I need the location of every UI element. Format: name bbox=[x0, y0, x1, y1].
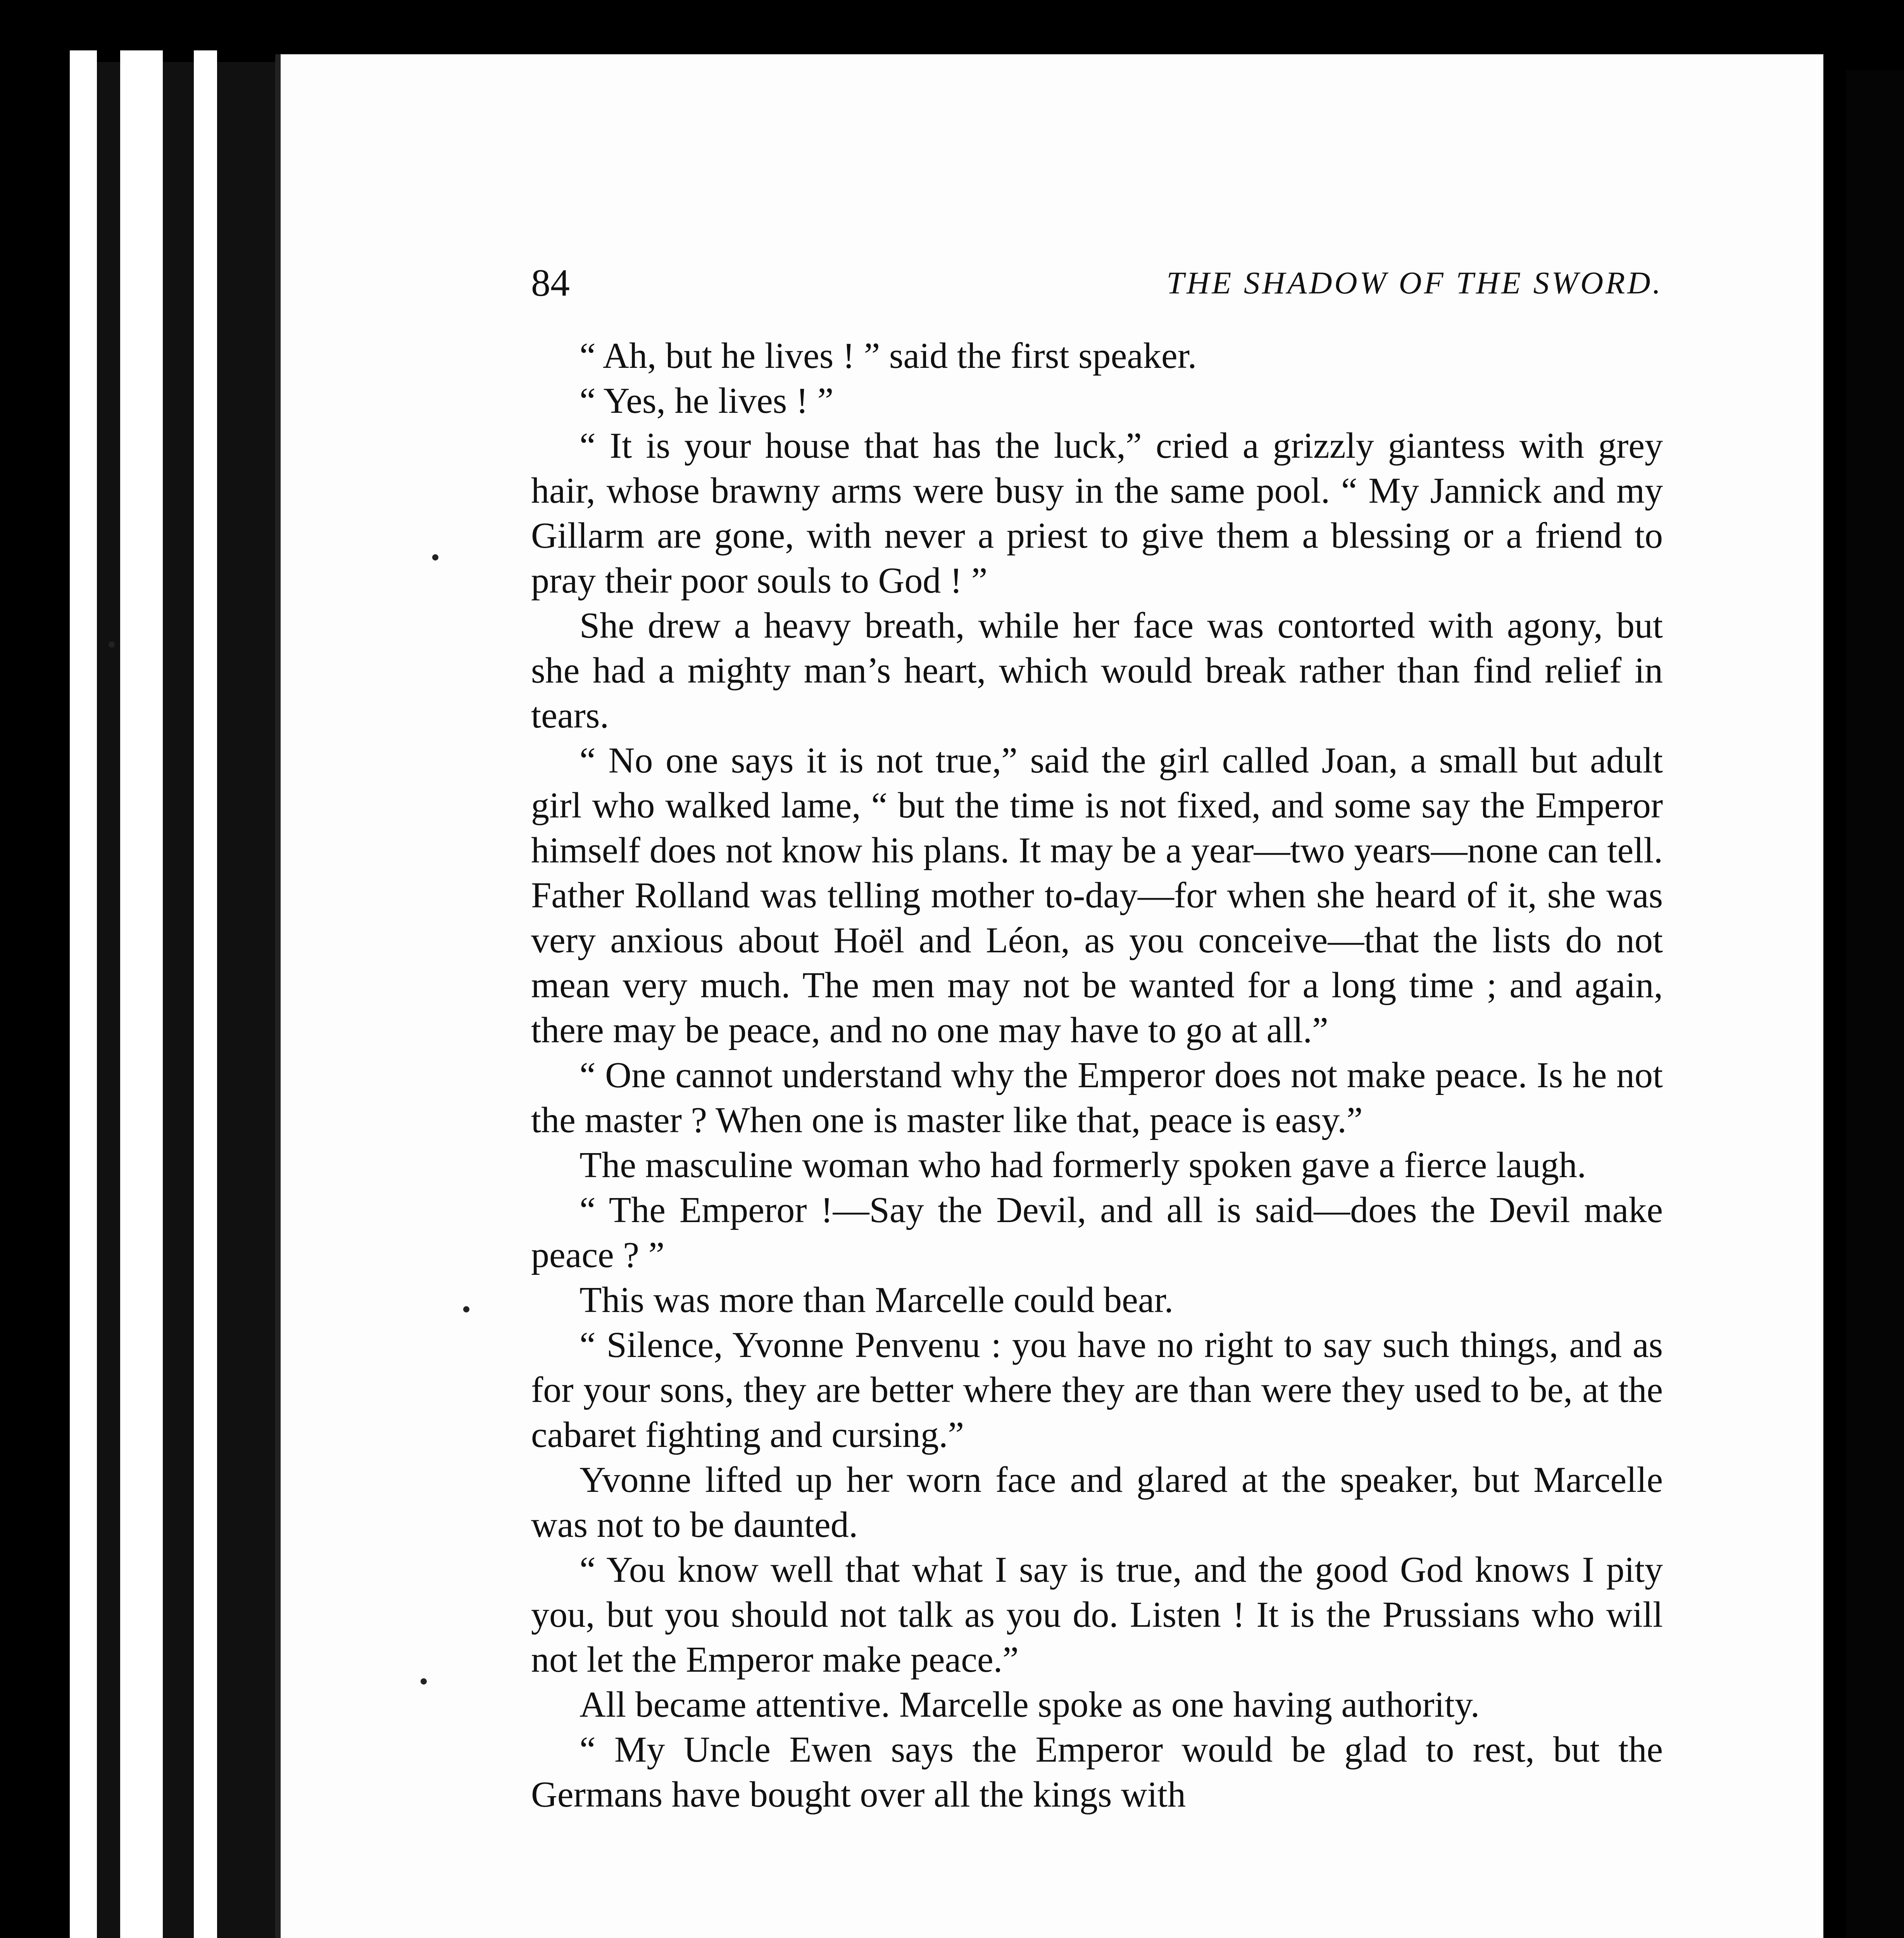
margin-speck bbox=[109, 641, 115, 648]
book-edge-outer bbox=[70, 50, 97, 1938]
paragraph: “ The Emperor !—Say the Devil, and all is said—does the Devil make peace ? ” bbox=[531, 1190, 1663, 1275]
book-edge-inner bbox=[194, 50, 217, 1938]
paragraph: “ One cannot understand why the Emperor does not make peace. Is he not the master ? When one is master like that, peace is easy.” bbox=[531, 1055, 1663, 1140]
running-title: THE SHADOW OF THE SWORD. bbox=[1166, 265, 1663, 300]
page-number: 84 bbox=[531, 261, 570, 304]
paragraph: “ My Uncle Ewen says the Emperor would be glad to rest, but the Germans have bought over all the kings with bbox=[531, 1729, 1663, 1815]
margin-speck bbox=[432, 554, 438, 560]
book-edge-stripe bbox=[163, 62, 194, 1938]
margin-speck bbox=[421, 1678, 427, 1685]
paragraph: All became attentive. Marcelle spoke as one having authority. bbox=[579, 1685, 1480, 1725]
paragraph: This was more than Marcelle could bear. bbox=[579, 1280, 1174, 1320]
paragraph: “ Yes, he lives ! ” bbox=[579, 381, 834, 421]
book-edge-middle bbox=[120, 50, 163, 1938]
paragraph: Yvonne lifted up her worn face and glared at the speaker, but Marcelle was not to be daunted. bbox=[531, 1460, 1663, 1545]
page-header bbox=[531, 248, 1663, 318]
paragraph: “ You know well that what I say is true, and the good God knows I pity you, but you should not talk as you do. Listen ! It is the Prussians who will not let the Emperor make peace.” bbox=[531, 1550, 1663, 1680]
paragraph: “ No one says it is not true,” said the girl called Joan, a small but adult girl who walked lame, “ but the time is not fixed, and some say the Emperor himself does not know his plans. It may be a year—two years—none can tell. Father Rolland was telling mother to-day—for when she heard of it, she was very anxious about Hoël and Léon, as you conceive—that the lists do not mean very much. The men may not be wanted for a long time ; and again, there may be peace, and no one may have to go at all.” bbox=[531, 740, 1663, 1050]
paragraph: She drew a heavy breath, while her face was contorted with agony, but she had a mighty man’s heart, which would break rather than find relief in tears. bbox=[531, 605, 1663, 736]
book-edge-stripe bbox=[97, 62, 120, 1938]
right-dark-edge bbox=[1846, 70, 1904, 1938]
paragraph: “ It is your house that has the luck,” cried a grizzly giantess with grey hair, whose brawny arms were busy in the same pool. “ My Jannick and my Gillarm are gone, with never a priest to give them a blessing or a friend to pray their poor souls to God ! ” bbox=[531, 426, 1663, 601]
paragraph: The masculine woman who had formerly spoken gave a fierce laugh. bbox=[579, 1145, 1587, 1185]
paragraph: “ Ah, but he lives ! ” said the first speaker. bbox=[579, 336, 1197, 376]
book-edge-stripe bbox=[217, 62, 275, 1938]
paragraph: “ Silence, Yvonne Penvenu : you have no right to say such things, and as for your sons, they are better where they are than were they used to be, at the cabaret fighting and cursing.” bbox=[531, 1325, 1663, 1455]
body-text bbox=[531, 333, 1663, 1817]
margin-speck bbox=[463, 1306, 469, 1312]
